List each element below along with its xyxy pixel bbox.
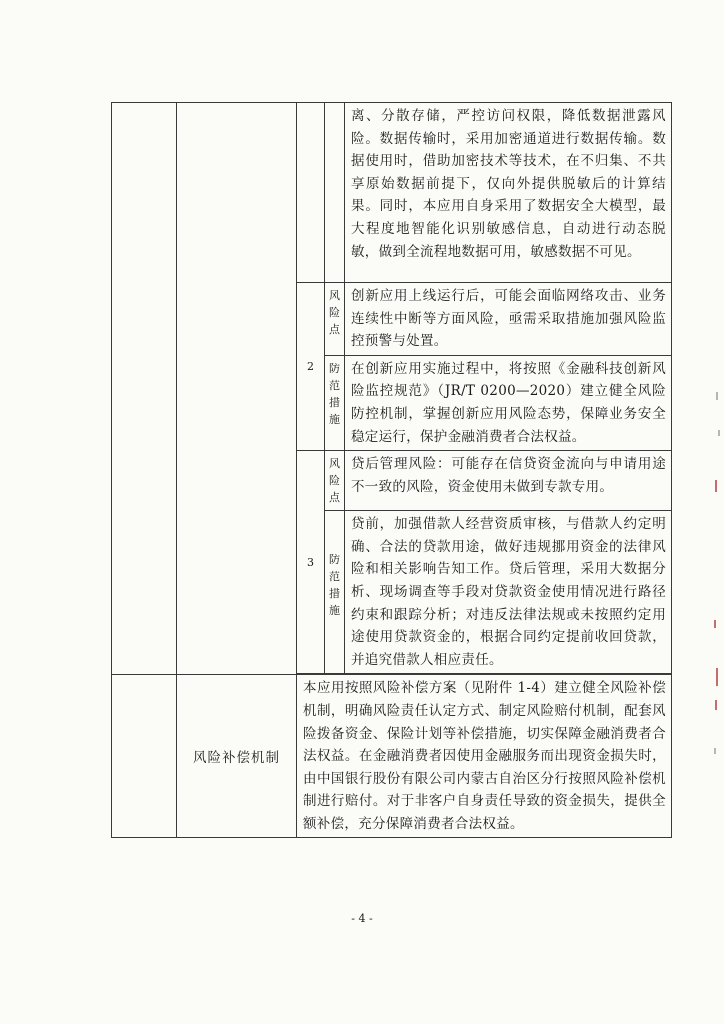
risk-number-2: 2: [297, 283, 325, 451]
scan-artifact: [716, 392, 718, 400]
prevention-text-cell-3: [345, 511, 672, 674]
risk-number-3: 3: [297, 451, 325, 674]
risk-point-text-2: 创新应用上线运行后，可能会面临网络攻击、业务连续性中断等方面风险，亟需采取措施加强风险监控预警与处置。: [351, 288, 666, 350]
prevention-label-2: 防 范 措 施: [325, 355, 345, 450]
risk-point-label-2: 风 险 点: [325, 283, 345, 356]
risk-point-text-cell-2: [345, 283, 672, 356]
scan-artifact: [716, 668, 718, 686]
data-security-paragraph: 离、分散存储，严控访问权限，降低数据泄露风险。数据传输时，采用加密通道进行数据传输。数据使用时，借助加密技术等技术，在不归集、不共享原始数据前提下，仅向外提供脱敏后的计算结果。同时，本应用自身采用了数据安全大模型，最大程度地智能化识别敏感信息，自动进行动态脱敏，做到全流程地数据可用，敏感数据不可见。: [351, 108, 666, 260]
compensation-label: 风险补偿机制: [177, 675, 297, 838]
scan-artifact: [715, 480, 717, 492]
risk-table: [111, 102, 672, 838]
compensation-text-cell: [297, 675, 672, 838]
scan-artifact: [714, 620, 716, 628]
risk-point-label-3: 风 险 点: [325, 451, 345, 511]
risk-point-text-cell-3: [345, 451, 672, 511]
scan-artifact: [715, 700, 717, 710]
scan-artifact: [714, 748, 716, 754]
section-empty-cell: [177, 103, 297, 675]
risk-point-text-3: 贷后管理风险：可能存在信贷资金流向与申请用途不一致的风险，资金使用未做到专款专用。: [351, 456, 666, 495]
data-security-text-cell: [345, 103, 672, 283]
page-number: - 4 -: [351, 912, 373, 925]
prevention-text-3: 贷前，加强借款人经营资质审核，与借款人约定明确、合法的贷款用途，做好违规挪用资金的法律风险和相关影响告知工作。贷后管理，采用大数据分析、现场调查等手段对贷款资金使用情况进行路径约束和跟踪分析；对违反法律法规或未按照约定用途使用贷款资金的，根据合同约定提前收回贷款，并追究借款人相应责任。: [351, 516, 666, 668]
prevention-text-2: 在创新应用实施过程中，将按照《金融科技创新风险监控规范》（JR/T 0200—2020）建立健全风险防控机制，掌握创新应用风险态势，保障业务安全稳定运行，保护金融消费者合法权益。: [351, 360, 666, 445]
left-empty-cell: [112, 103, 177, 675]
compensation-empty-cell: [112, 675, 177, 838]
prevention-label-3: 防 范 措 施: [325, 511, 345, 674]
tag-empty-cell: [325, 103, 345, 283]
prevention-text-cell-2: [345, 355, 672, 450]
scan-artifact: [718, 430, 720, 436]
number-empty-cell: [297, 103, 325, 283]
compensation-text: 本应用按照风险补偿方案（见附件 1-4）建立健全风险补偿机制，明确风险责任认定方式、制定风险赔付机制，配套风险拨备资金、保险计划等补偿措施，切实保障金融消费者合法权益。在金融消费者因使用金融服务而出现资金损失时，由中国银行股份有限公司内蒙古自治区分行按照风险补偿机制进行赔付。对于非客户自身责任导致的资金损失，提供全额补偿，充分保障消费者合法权益。: [303, 680, 666, 832]
